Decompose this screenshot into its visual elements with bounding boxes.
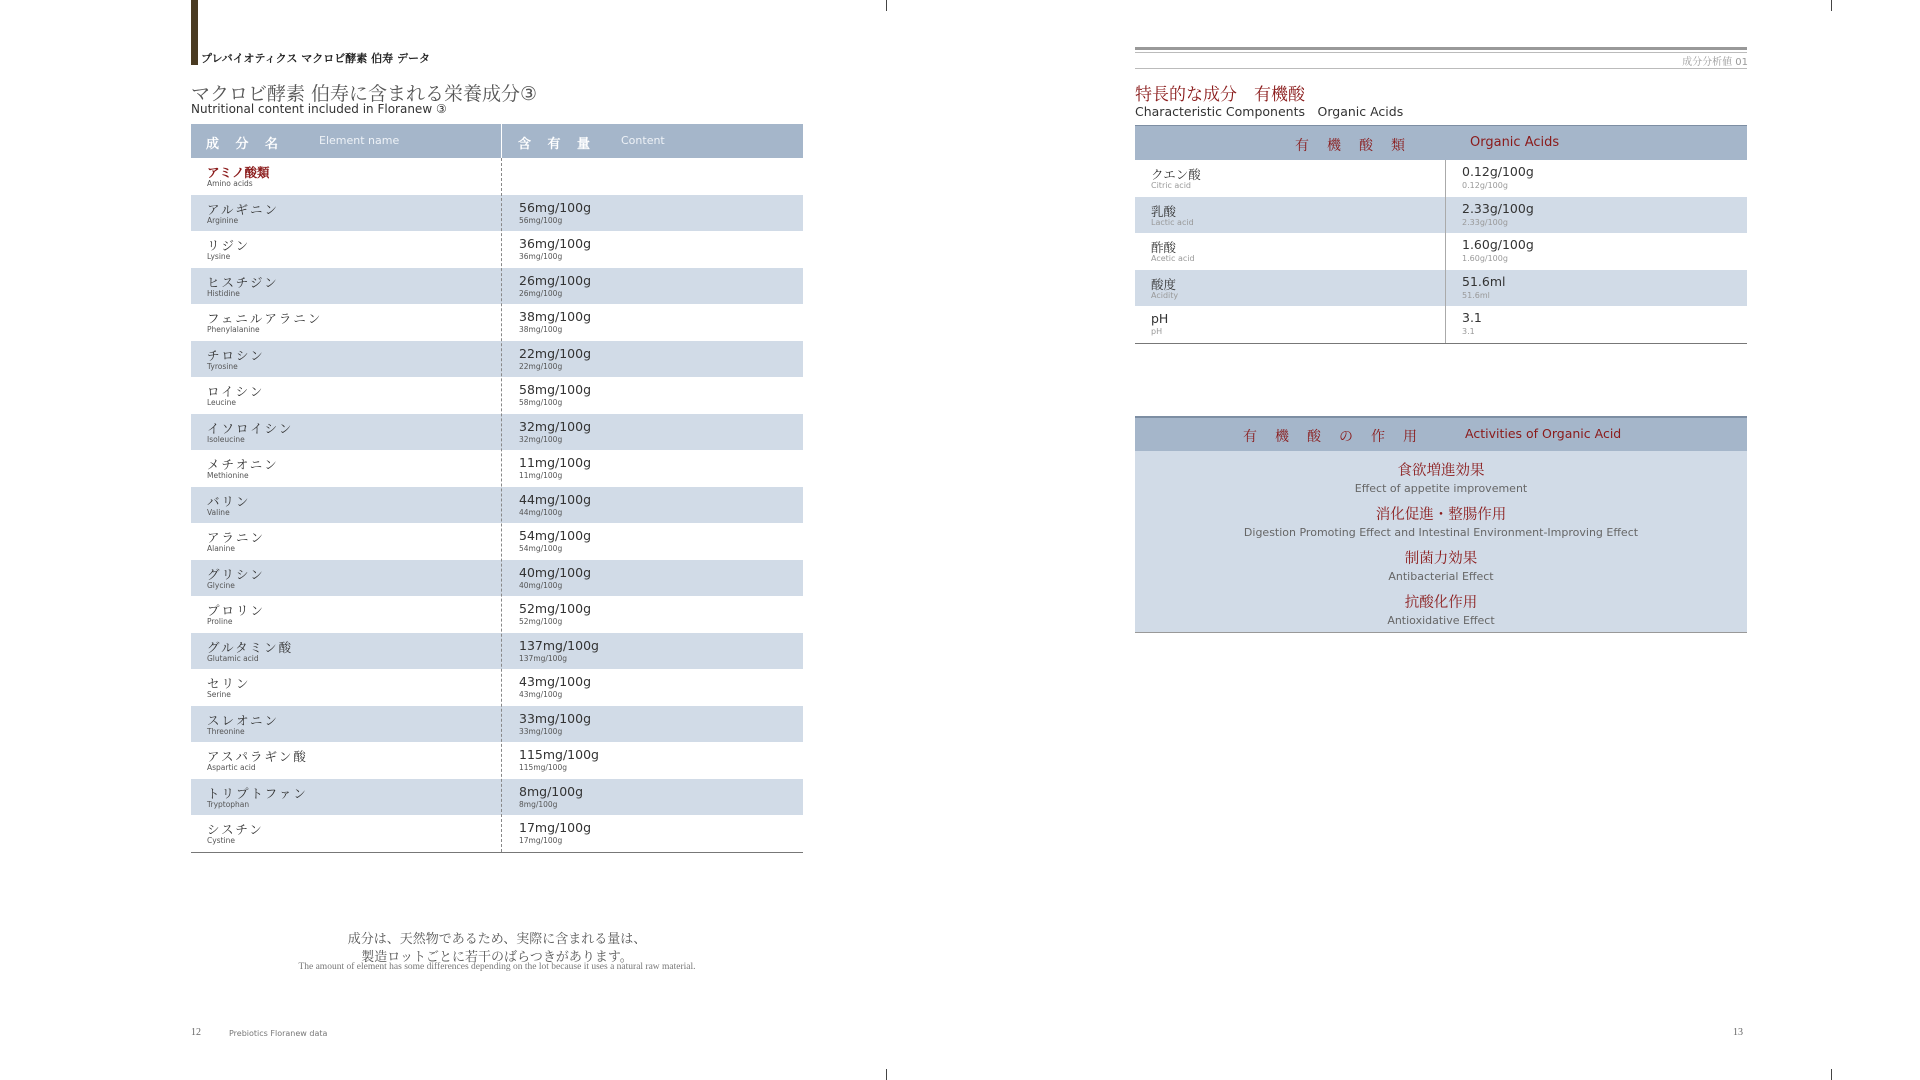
activities-header-en: Activities of Organic Acid [1465, 426, 1622, 441]
element-name-jp: グルタミン酸 [207, 639, 294, 655]
content-value: 40mg/100g [519, 564, 592, 580]
element-name-jp: フェニルアラニン [207, 311, 323, 326]
acid-value-small: 1.60g/100g [1462, 254, 1508, 263]
table-row [1135, 306, 1747, 343]
element-name-jp: アスパラギン酸 [207, 749, 308, 764]
element-name-jp: メチオニン [207, 457, 279, 472]
table-header [1135, 125, 1747, 160]
table-row [191, 304, 803, 341]
table-row [1135, 197, 1747, 234]
element-name-en: Glutamic acid [207, 653, 259, 663]
table-header [191, 124, 803, 158]
table-row [191, 742, 803, 779]
content-value: 33mg/100g [519, 710, 592, 726]
page-footer: Prebiotics Floranew data [229, 1029, 328, 1038]
page-title: 特長的な成分 有機酸 [1135, 85, 1305, 105]
column-divider [1445, 160, 1446, 343]
table-row [191, 523, 803, 560]
table-row [191, 487, 803, 524]
table-row [191, 669, 803, 706]
content-value-small: 11mg/100g [519, 471, 563, 480]
table-bottom-rule [1135, 343, 1747, 344]
activity-jp: 抗酸化作用 [1404, 595, 1478, 611]
element-name-en: Threonine [207, 726, 245, 736]
acid-value: 3.1 [1462, 310, 1482, 325]
content-value-small: 54mg/100g [519, 544, 563, 553]
acid-name-en: Citric acid [1151, 181, 1191, 190]
element-name-en: Proline [207, 617, 233, 626]
table-row [191, 450, 803, 487]
table-row [191, 195, 803, 232]
content-value-small: 137mg/100g [519, 653, 567, 663]
acid-value-small: 2.33g/100g [1462, 217, 1508, 227]
acid-name-jp: クエン酸 [1151, 167, 1201, 182]
activity-item [1135, 591, 1747, 627]
element-name-jp: スレオニン [207, 712, 280, 728]
col-header-element-en: Element name [319, 134, 400, 147]
content-value-small: 44mg/100g [519, 507, 563, 517]
activity-en: Antibacterial Effect [1388, 570, 1494, 583]
table-bottom-rule [191, 852, 803, 853]
activity-en: Effect of appetite improvement [1354, 482, 1528, 495]
acid-value: 51.6ml [1462, 273, 1506, 289]
content-value: 58mg/100g [519, 382, 592, 397]
content-value-small: 32mg/100g [519, 434, 563, 444]
page-subtitle: Characteristic Components Organic Acids [1135, 104, 1404, 119]
header-rule [1135, 68, 1747, 69]
element-name-en: Leucine [207, 398, 236, 407]
col-header-content-jp: 含 有 量 [518, 137, 597, 152]
content-value: 44mg/100g [519, 491, 592, 507]
col-header-content-en: Content [621, 134, 665, 147]
content-value: 17mg/100g [519, 820, 592, 835]
activity-item [1135, 503, 1747, 539]
content-value: 43mg/100g [519, 674, 592, 689]
header-accent-bar [191, 0, 198, 65]
acid-name-jp: pH [1151, 311, 1169, 326]
col-header-element-jp: 成 分 名 [206, 137, 285, 152]
element-name-jp: アラニン [207, 530, 266, 545]
header-rule [1135, 47, 1747, 50]
page-number: 13 [1733, 1027, 1743, 1038]
organic-acids-table [1135, 125, 1747, 344]
element-name-en: Phenylalanine [207, 325, 260, 334]
element-name-en: Aspartic acid [207, 763, 256, 772]
content-value: 26mg/100g [519, 272, 592, 288]
header-rule [1135, 52, 1747, 53]
element-name-en: Serine [207, 690, 231, 699]
content-value-small: 8mg/100g [519, 799, 558, 809]
acid-name-jp: 酢酸 [1151, 240, 1177, 255]
table-row [191, 414, 803, 451]
table-row [191, 268, 803, 305]
table-row [1135, 160, 1747, 197]
element-name-jp: ロイシン [207, 384, 265, 399]
element-name-en: Cystine [207, 836, 235, 845]
note-line-1: 成分は、天然物であるため、実際に含まれる量は、 [347, 932, 647, 947]
acid-value: 1.60g/100g [1462, 237, 1534, 252]
element-name-jp: チロシン [207, 347, 265, 363]
element-name-en: Glycine [207, 580, 235, 590]
activities-box [1135, 416, 1747, 633]
crop-mark [1831, 1069, 1832, 1080]
content-value-small: 33mg/100g [519, 726, 563, 736]
content-value: 32mg/100g [519, 418, 592, 434]
table-row [191, 231, 803, 268]
group-label-jp: アミノ酸類 [207, 165, 270, 180]
acid-value-small: 0.12g/100g [1462, 181, 1508, 190]
element-name-en: Valine [207, 507, 230, 517]
content-value: 22mg/100g [519, 345, 592, 361]
page-number: 12 [191, 1027, 201, 1038]
acid-name-jp: 乳酸 [1151, 203, 1177, 219]
table-body [191, 158, 803, 852]
content-value: 38mg/100g [519, 309, 592, 324]
activity-en: Digestion Promoting Effect and Intestinal Environment-Improving Effect [1243, 526, 1639, 539]
content-value-small: 22mg/100g [519, 361, 563, 371]
activity-jp: 食欲増進効果 [1397, 463, 1485, 479]
content-value: 56mg/100g [519, 199, 592, 215]
content-value: 54mg/100g [519, 528, 592, 543]
activities-list [1135, 459, 1747, 627]
element-name-jp: バリン [207, 493, 251, 509]
page-title: マクロビ酵素 伯寿に含まれる栄養成分③ [191, 83, 538, 105]
content-value: 8mg/100g [519, 783, 584, 799]
element-name-jp: セリン [207, 676, 251, 691]
activity-item [1135, 547, 1747, 583]
nutrition-table [191, 124, 803, 853]
content-value-small: 43mg/100g [519, 690, 563, 699]
content-value: 36mg/100g [519, 236, 592, 251]
content-value-small: 115mg/100g [519, 763, 567, 772]
element-name-en: Methionine [207, 471, 249, 480]
table-row [191, 779, 803, 816]
activities-header-jp: 有機酸の作用 [1243, 429, 1435, 445]
note-line-2: 製造ロットごとに若干のばらつきがあります。 [361, 950, 633, 965]
acid-name-jp: 酸度 [1151, 276, 1177, 292]
acid-value: 0.12g/100g [1462, 164, 1534, 179]
content-value-small: 56mg/100g [519, 215, 563, 225]
content-value-small: 17mg/100g [519, 836, 563, 845]
acid-name-en: pH [1151, 327, 1163, 336]
content-value: 115mg/100g [519, 747, 599, 762]
element-name-jp: トリプトファン [207, 785, 308, 801]
element-name-en: Isoleucine [207, 434, 245, 444]
crop-mark [886, 1069, 887, 1080]
content-value-small: 38mg/100g [519, 325, 563, 334]
content-value: 137mg/100g [519, 637, 599, 653]
table-row [191, 560, 803, 597]
table-row [191, 815, 803, 852]
content-value-small: 36mg/100g [519, 252, 563, 261]
table-row [191, 341, 803, 378]
acid-value: 2.33g/100g [1462, 200, 1534, 216]
page-header: プレバイオティクス マクロビ酵素 伯寿 データ [201, 52, 430, 65]
acid-name-en: Acetic acid [1151, 254, 1195, 263]
element-name-en: Alanine [207, 544, 236, 553]
table-row [1135, 270, 1747, 307]
element-name-jp: シスチン [207, 822, 264, 837]
table-row [191, 377, 803, 414]
content-value-small: 52mg/100g [519, 617, 563, 626]
element-name-en: Lysine [207, 252, 231, 261]
table-header-en: Organic Acids [1470, 135, 1560, 150]
activity-item [1135, 459, 1747, 495]
element-name-jp: ヒスチジン [207, 274, 279, 290]
content-value-small: 26mg/100g [519, 288, 563, 298]
acid-name-en: Lactic acid [1151, 217, 1194, 227]
activity-en: Antioxidative Effect [1387, 614, 1495, 627]
acid-name-en: Acidity [1151, 290, 1179, 300]
table-row [191, 596, 803, 633]
table-row [191, 706, 803, 743]
element-name-jp: プロリン [207, 603, 266, 618]
acid-value-small: 3.1 [1462, 327, 1475, 336]
note-english: The amount of element has some differences depending on the lot because it uses a natural raw material. [298, 962, 696, 972]
crop-mark [1831, 0, 1832, 11]
content-value: 52mg/100g [519, 601, 592, 616]
element-name-en: Histidine [207, 288, 240, 298]
activities-header [1135, 416, 1747, 451]
element-name-en: Tyrosine [207, 361, 238, 371]
element-name-jp: イソロイシン [207, 420, 294, 436]
content-value: 11mg/100g [519, 455, 592, 470]
content-value-small: 40mg/100g [519, 580, 563, 590]
table-group-row [191, 158, 803, 195]
crop-mark [886, 0, 887, 11]
content-value-small: 58mg/100g [519, 398, 563, 407]
section-label: 成分分析値 01 [1682, 57, 1748, 68]
activity-jp: 制菌力効果 [1404, 551, 1478, 567]
element-name-jp: アルギニン [207, 201, 280, 217]
table-body [1135, 160, 1747, 343]
table-row [1135, 233, 1747, 270]
table-header-jp: 有機酸類 [1295, 138, 1423, 154]
activity-jp: 消化促進・整腸作用 [1375, 507, 1507, 523]
element-name-en: Tryptophan [207, 799, 250, 809]
element-name-jp: グリシン [207, 566, 265, 582]
header-divider [501, 124, 502, 158]
element-name-jp: リジン [207, 238, 251, 253]
element-name-en: Arginine [207, 215, 239, 225]
group-label-en: Amino acids [207, 179, 253, 188]
table-row [191, 633, 803, 670]
page-subtitle: Nutritional content included in Floranew ③ [191, 102, 447, 116]
acid-value-small: 51.6ml [1462, 290, 1490, 300]
column-divider [501, 158, 502, 852]
